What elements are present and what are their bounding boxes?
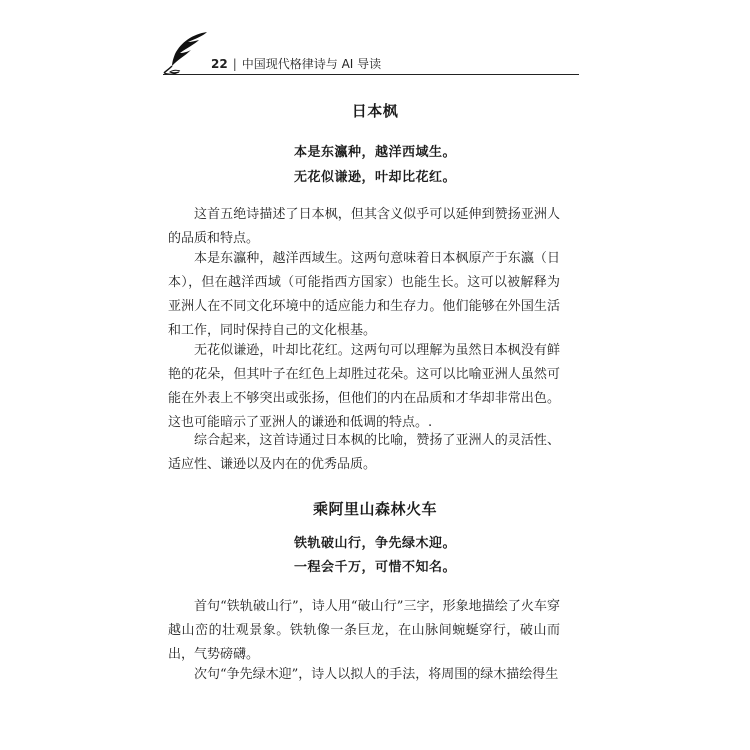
paragraph: 本是东瀛种，越洋西域生。这两句意味着日本枫原产于东瀛（日本），但在越洋西域（可能指西方国家）也能生长。这可以被解释为亚洲人在不同文化环境中的适应能力和生存力。他们能够在外国生活和工作，同时保持自己的文化根基。 — [168, 251, 560, 338]
poem-line: 一程会千万，可惜不知名。 — [293, 560, 456, 575]
book-title: 中国现代格律诗与 AI 导读 — [241, 57, 382, 71]
paragraph: 综合起来，这首诗通过日本枫的比喻，赞扬了亚洲人的灵活性、适应性、谦逊以及内在的优秀品质。 — [168, 433, 560, 472]
header-rule — [163, 74, 579, 75]
poem-title: 日本枫 — [351, 102, 399, 120]
poem-title: 乘阿里山森林火车 — [312, 500, 437, 518]
paragraph: 无花似谦逊，叶却比花红。这两句可以理解为虽然日本枫没有鲜艳的花朵，但其叶子在红色上却胜过花朵。这可以比喻亚洲人虽然可能在外表上不够突出或张扬，但他们的内在品质和才华却非常出色。这也可能暗示了亚洲人的谦逊和低调的特点。. — [168, 343, 560, 430]
poem-line: 无花似谦逊，叶却比花红。 — [293, 170, 456, 185]
quill-icon — [163, 30, 211, 76]
page-number: 22 — [211, 57, 228, 71]
page-header — [163, 30, 579, 78]
poem-line: 铁轨破山行，争先绿木迎。 — [293, 536, 456, 551]
paragraph: 这首五绝诗描述了日本枫，但其含义似乎可以延伸到赞扬亚洲人的品质和特点。 — [168, 207, 560, 246]
paragraph: 次句“争先绿木迎”，诗人以拟人的手法，将周围的绿木描绘得生 — [194, 667, 559, 682]
header-separator: | — [232, 57, 237, 71]
paragraph: 首句“铁轨破山行”，诗人用“破山行”三字，形象地描绘了火车穿越山峦的壮观景象。铁轨像一条巨龙，在山脉间蜿蜒穿行，破山而出，气势磅礴。 — [168, 599, 560, 662]
running-header — [211, 57, 381, 71]
poem-line: 本是东瀛种，越洋西域生。 — [293, 145, 456, 160]
